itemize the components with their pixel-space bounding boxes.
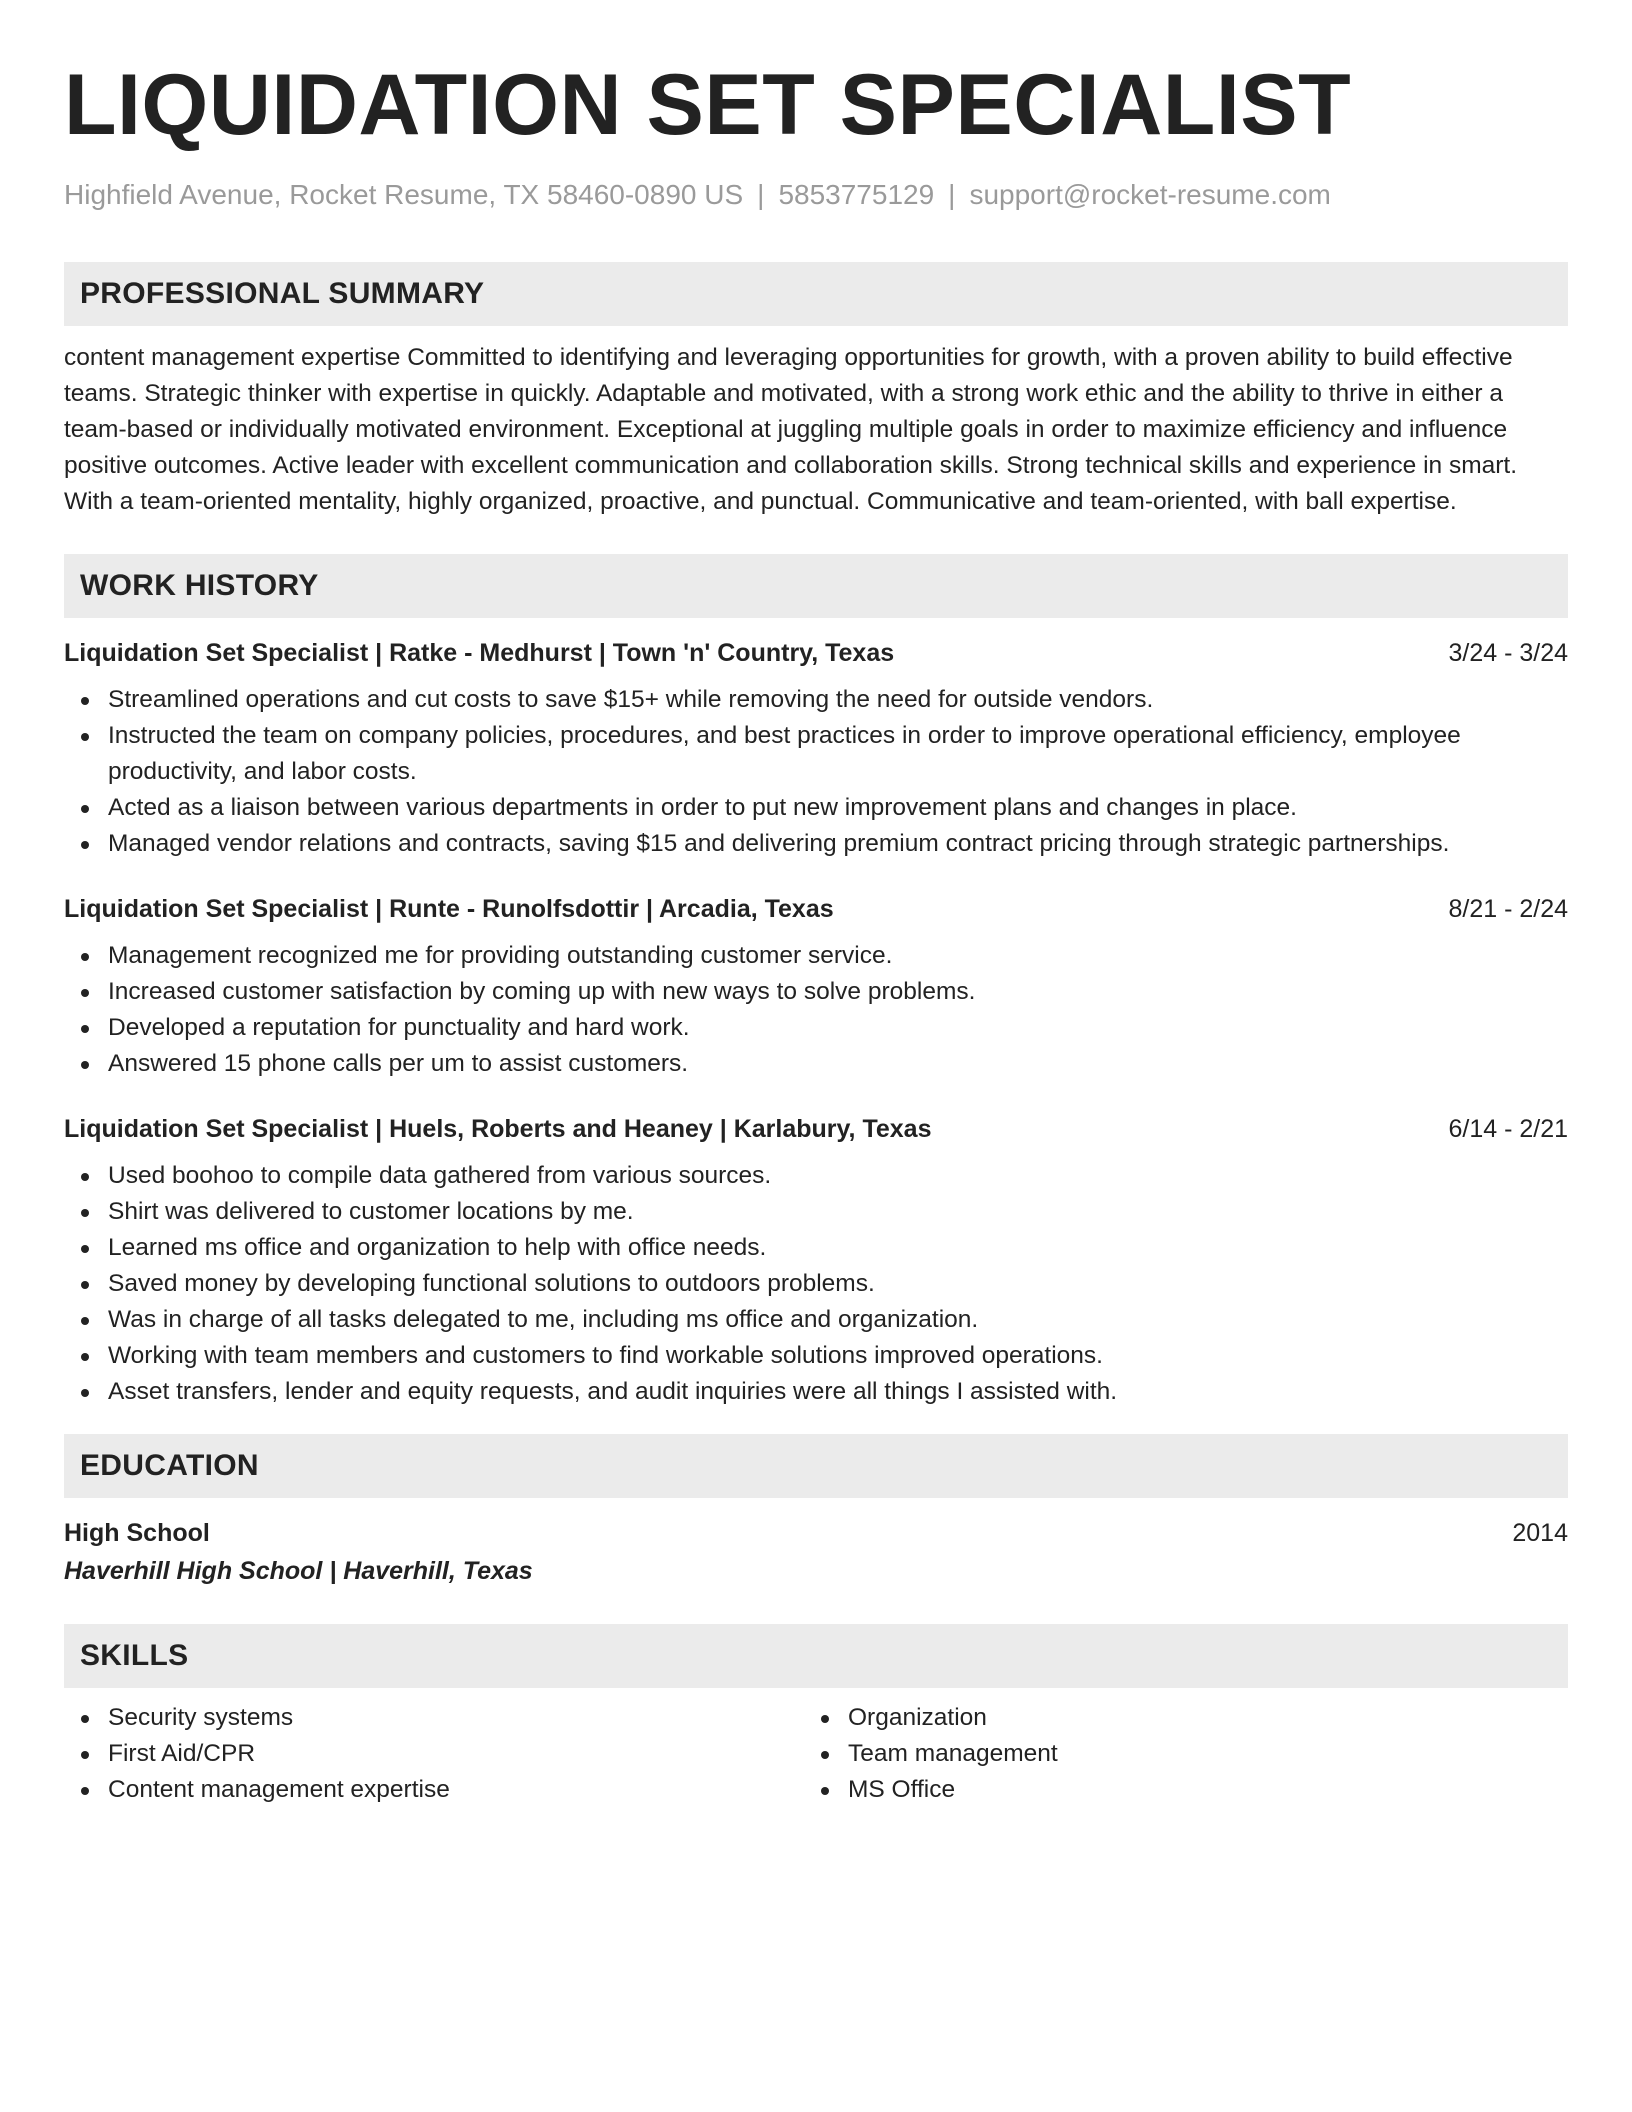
- education-header: [64, 1516, 1568, 1550]
- skills-bullets: [64, 1700, 804, 1808]
- education-year: 2014: [1512, 1518, 1568, 1547]
- job-entry: [64, 892, 1568, 1082]
- contact-email: support@rocket-resume.com: [969, 179, 1331, 210]
- job-dates: 6/14 - 2/21: [1448, 1114, 1568, 1143]
- contact-phone: 5853775129: [778, 179, 935, 210]
- job-bullet: Developed a reputation for punctuality and hard work.: [64, 1010, 1568, 1046]
- job-header: [64, 892, 1568, 926]
- contact-address: Highfield Avenue, Rocket Resume, TX 58460-0890 US: [64, 179, 744, 210]
- skill-item: Organization: [804, 1700, 1544, 1736]
- skills-bullets: [804, 1700, 1544, 1808]
- job-bullet: Saved money by developing functional solutions to outdoors problems.: [64, 1266, 1568, 1302]
- job-bullet: Used boohoo to compile data gathered from various sources.: [64, 1158, 1568, 1194]
- job-bullet: Managed vendor relations and contracts, saving $15 and delivering premium contract pricing through strategic partnerships.: [64, 826, 1568, 862]
- skill-item: Team management: [804, 1736, 1544, 1772]
- contact-line: [64, 178, 1568, 212]
- job-dates: 8/21 - 2/24: [1448, 894, 1568, 923]
- job-title: Liquidation Set Specialist | Runte - Runolfsdottir | Arcadia, Texas: [64, 894, 834, 923]
- job-title: Liquidation Set Specialist | Huels, Roberts and Heaney | Karlabury, Texas: [64, 1114, 932, 1143]
- skill-item: MS Office: [804, 1772, 1544, 1808]
- education-degree: High School: [64, 1518, 210, 1547]
- job-entry: [64, 1112, 1568, 1410]
- job-header: [64, 636, 1568, 670]
- job-bullets: [64, 938, 1568, 1082]
- job-bullet: Acted as a liaison between various departments in order to put new improvement plans and changes in place.: [64, 790, 1568, 826]
- job-bullets: [64, 682, 1568, 862]
- job-bullet: Answered 15 phone calls per um to assist customers.: [64, 1046, 1568, 1082]
- job-title: Liquidation Set Specialist | Ratke - Medhurst | Town 'n' Country, Texas: [64, 638, 895, 667]
- education-school: Haverhill High School | Haverhill, Texas: [64, 1556, 533, 1585]
- job-bullet: Shirt was delivered to customer locations by me.: [64, 1194, 1568, 1230]
- skills-column-right: [804, 1700, 1544, 1808]
- job-bullets: [64, 1158, 1568, 1410]
- skills-heading: SKILLS: [64, 1624, 1568, 1688]
- job-bullet: Was in charge of all tasks delegated to me, including ms office and organization.: [64, 1302, 1568, 1338]
- job-header: [64, 1112, 1568, 1146]
- summary-heading: PROFESSIONAL SUMMARY: [64, 262, 1568, 326]
- skills-list: [64, 1700, 1568, 1808]
- job-bullet: Working with team members and customers to find workable solutions improved operations.: [64, 1338, 1568, 1374]
- job-entry: [64, 636, 1568, 862]
- job-bullet: Asset transfers, lender and equity requests, and audit inquiries were all things I assisted with.: [64, 1374, 1568, 1410]
- skill-item: First Aid/CPR: [64, 1736, 804, 1772]
- work-history-heading: WORK HISTORY: [64, 554, 1568, 618]
- education-heading: EDUCATION: [64, 1434, 1568, 1498]
- job-bullet: Increased customer satisfaction by coming up with new ways to solve problems.: [64, 974, 1568, 1010]
- contact-separator: |: [757, 179, 765, 210]
- job-bullet: Learned ms office and organization to help with office needs.: [64, 1230, 1568, 1266]
- education-entry: [64, 1516, 1568, 1588]
- skill-item: Content management expertise: [64, 1772, 804, 1808]
- job-bullet: Instructed the team on company policies, procedures, and best practices in order to improve operational efficiency, employee productivity, and labor costs.: [64, 718, 1568, 790]
- skills-column-left: [64, 1700, 804, 1808]
- job-dates: 3/24 - 3/24: [1448, 638, 1568, 667]
- skill-item: Security systems: [64, 1700, 804, 1736]
- summary-text: content management expertise Committed to identifying and leveraging opportunities for growth, with a proven ability to build effective teams. Strategic thinker with expertise in quickly. Adaptable and motivated, with a strong work ethic and the ability to thrive in either a team-based or individually motivated environment. Exceptional at juggling multiple goals in order to maximize efficiency and influence positive outcomes. Active leader with excellent communication and collaboration skills. Strong technical skills and experience in smart. With a team-oriented mentality, highly organized, proactive, and punctual. Communicative and team-oriented, with ball expertise.: [64, 343, 1518, 515]
- contact-separator: |: [948, 179, 956, 210]
- job-bullet: Streamlined operations and cut costs to save $15+ while removing the need for outside vendors.: [64, 682, 1568, 718]
- resume-name: LIQUIDATION SET SPECIALIST: [64, 57, 1352, 153]
- job-bullet: Management recognized me for providing outstanding customer service.: [64, 938, 1568, 974]
